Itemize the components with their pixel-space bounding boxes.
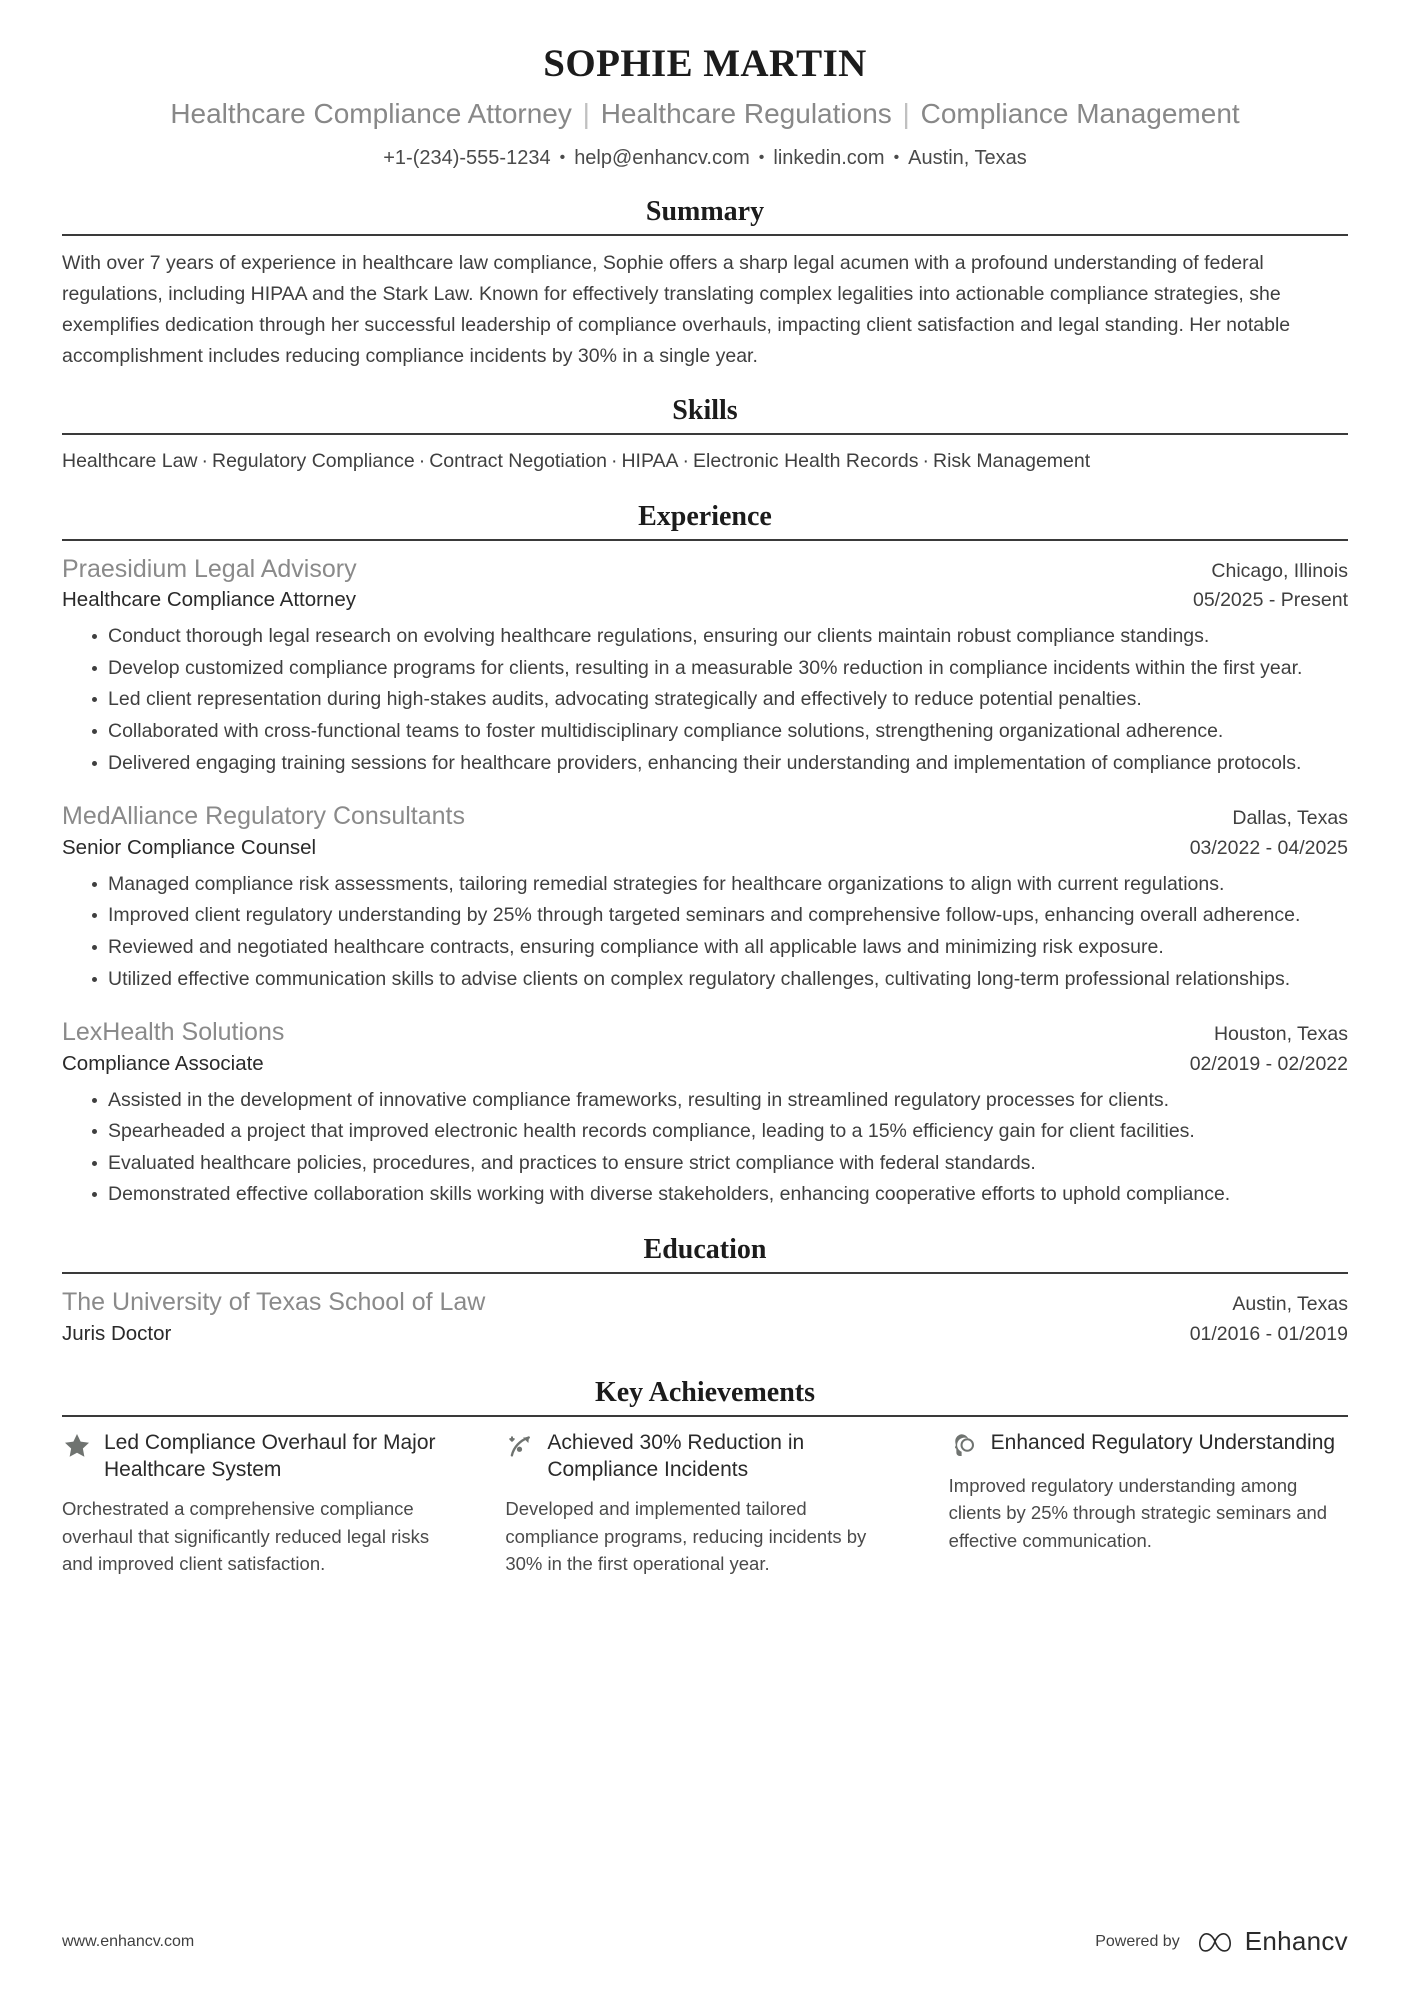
job-dates: 02/2019 - 02/2022 <box>1189 1052 1348 1075</box>
section-divider <box>62 539 1348 541</box>
achievement-header <box>505 1429 904 1484</box>
section-education <box>62 1232 1348 1348</box>
headline-part: Compliance Management <box>920 97 1240 129</box>
experience-entry-top-row <box>62 553 1348 587</box>
experience-entry-second-row <box>62 1050 1348 1079</box>
job-title: Senior Compliance Counsel <box>62 835 317 859</box>
powered-by-label: Powered by <box>1095 1932 1180 1950</box>
footer-branding <box>1095 1926 1348 1957</box>
contact-item[interactable]: linkedin.com <box>773 147 885 170</box>
skill-item: Contract Negotiation <box>429 450 607 473</box>
shooting-star-icon <box>505 1431 535 1461</box>
section-title-experience: Experience <box>638 500 772 532</box>
job-bullet-list <box>62 622 1348 778</box>
education-entry-top-row <box>62 1286 1348 1320</box>
section-divider <box>62 234 1348 236</box>
employer-name: MedAlliance Regulatory Consultants <box>62 802 465 831</box>
achievement-item <box>62 1429 461 1579</box>
school-name: The University of Texas School of Law <box>62 1288 486 1317</box>
job-bullet: Conduct thorough legal research on evolving healthcare regulations, ensuring our clients maintain robust compliance standings. <box>92 622 1348 652</box>
job-bullet-list <box>62 1086 1348 1211</box>
section-title-summary: Summary <box>645 196 765 228</box>
experience-entry <box>62 800 1348 994</box>
degree-name: Juris Doctor <box>62 1321 172 1345</box>
job-bullet: Led client representation during high-stakes audits, advocating strategically and effectively to reduce potential penalties. <box>92 685 1348 715</box>
summary-text: With over 7 years of experience in healthcare law compliance, Sophie offers a sharp legal acumen with a profound understanding of federal regulations, including HIPAA and the Stark Law. Known for effectively translating complex legalities into actionable compliance strategies, she exemplifies dedication through her successful leadership of compliance overhauls, impacting client satisfaction and legal standing. Her notable accomplishment includes reducing compliance incidents by 30% in a single year. <box>62 252 1291 367</box>
experience-entry-top-row <box>62 1016 1348 1050</box>
employer-name: LexHealth Solutions <box>62 1018 285 1047</box>
job-bullet: Reviewed and negotiated healthcare contracts, ensuring compliance with all applicable laws and minimizing risk exposure. <box>92 933 1348 963</box>
job-bullet: Improved client regulatory understanding by 25% through targeted seminars and comprehensive follow-ups, enhancing overall adherence. <box>92 901 1348 931</box>
employer-location: Chicago, Illinois <box>1211 559 1348 582</box>
contact-item[interactable]: Austin, Texas <box>908 147 1027 170</box>
page-footer <box>62 1926 1348 1957</box>
contact-separator-icon: • <box>758 149 765 167</box>
job-title: Compliance Associate <box>62 1051 264 1075</box>
page-title: SOPHIE MARTIN <box>543 42 867 85</box>
experience-entry-top-row <box>62 800 1348 834</box>
section-summary <box>62 194 1348 371</box>
job-bullet: Develop customized compliance programs for clients, resulting in a measurable 30% reduction in compliance incidents within the first year. <box>92 654 1348 684</box>
achievements-grid <box>62 1429 1348 1579</box>
achievement-header <box>62 1429 461 1484</box>
education-entry-second-row <box>62 1320 1348 1349</box>
headline-separator: | <box>574 97 598 129</box>
education-entries <box>62 1286 1348 1348</box>
experience-entry-second-row <box>62 834 1348 863</box>
school-location: Austin, Texas <box>1232 1293 1348 1316</box>
section-title-skills: Skills <box>672 395 738 427</box>
achievement-description: Improved regulatory understanding among clients by 25% through strategic seminars and effective communication. <box>948 1474 1328 1552</box>
section-experience <box>62 499 1348 1210</box>
achievement-title: Achieved 30% Reduction in Compliance Incidents <box>547 1430 805 1482</box>
section-skills <box>62 393 1348 476</box>
resume-header <box>62 30 1348 172</box>
skills-list <box>62 447 1348 476</box>
section-achievements <box>62 1375 1348 1579</box>
job-dates: 03/2022 - 04/2025 <box>1189 836 1348 859</box>
job-bullet-list <box>62 870 1348 995</box>
section-divider <box>62 1272 1348 1274</box>
experience-entry <box>62 1016 1348 1210</box>
skill-item: Risk Management <box>932 450 1091 473</box>
job-bullet: Utilized effective communication skills to advise clients on complex regulatory challenges, cultivating long-term professional relationships. <box>92 965 1348 995</box>
skill-item: Electronic Health Records <box>693 450 919 473</box>
job-bullet: Spearheaded a project that improved electronic health records compliance, leading to a 15% efficiency gain for client facilities. <box>92 1117 1348 1147</box>
degree-dates: 01/2016 - 01/2019 <box>1189 1322 1348 1345</box>
headline-part: Healthcare Compliance Attorney <box>170 97 572 129</box>
skill-separator: · <box>922 450 929 473</box>
experience-entries <box>62 553 1348 1210</box>
skill-item: HIPAA <box>621 450 679 473</box>
enhancv-wordmark: Enhancv <box>1244 1926 1348 1956</box>
contact-item[interactable]: +1-(234)-555-1234 <box>383 147 551 170</box>
job-bullet: Evaluated healthcare policies, procedures, and practices to ensure strict compliance with federal standards. <box>92 1149 1348 1179</box>
job-bullet: Demonstrated effective collaboration skills working with diverse stakeholders, enhancing cooperative efforts to uphold compliance. <box>92 1180 1348 1210</box>
education-entry <box>62 1286 1348 1348</box>
skill-item: Regulatory Compliance <box>212 450 415 473</box>
skill-separator: · <box>682 450 690 473</box>
achievement-header <box>949 1429 1348 1461</box>
section-divider <box>62 1415 1348 1417</box>
achievement-item <box>949 1429 1348 1579</box>
enhancv-mark-icon <box>1194 1929 1236 1955</box>
skill-separator: · <box>418 450 426 473</box>
headline-part: Healthcare Regulations <box>600 97 892 129</box>
skill-separator: · <box>201 450 208 473</box>
job-bullet: Delivered engaging training sessions for healthcare providers, enhancing their understanding and implementation of compliance protocols. <box>92 749 1348 779</box>
achievement-description: Developed and implemented tailored compliance programs, reducing incidents by 30% in the first operational year. <box>505 1497 867 1575</box>
idea-head-icon <box>949 1431 979 1461</box>
job-bullet: Assisted in the development of innovative compliance frameworks, resulting in streamlined regulatory processes for clients. <box>92 1086 1348 1116</box>
headline <box>62 96 1348 132</box>
contact-separator-icon: • <box>559 149 566 167</box>
contact-separator-icon: • <box>893 149 900 167</box>
headline-separator: | <box>894 97 918 129</box>
achievement-title: Enhanced Regulatory Understanding <box>990 1430 1336 1454</box>
job-title: Healthcare Compliance Attorney <box>62 588 356 612</box>
skill-separator: · <box>610 450 618 473</box>
job-bullet: Collaborated with cross-functional teams to foster multidisciplinary compliance solutions, strengthening organizational adherence. <box>92 717 1348 747</box>
footer-website-link[interactable]: www.enhancv.com <box>62 1932 195 1950</box>
contact-line <box>62 144 1348 172</box>
contact-item[interactable]: help@enhancv.com <box>574 147 750 170</box>
experience-entry-second-row <box>62 586 1348 615</box>
section-divider <box>62 433 1348 435</box>
experience-entry <box>62 553 1348 779</box>
job-bullet: Managed compliance risk assessments, tailoring remedial strategies for healthcare organizations to align with current regulations. <box>92 870 1348 900</box>
employer-name: Praesidium Legal Advisory <box>62 554 357 583</box>
employer-location: Houston, Texas <box>1213 1023 1348 1046</box>
star-icon <box>62 1431 92 1461</box>
achievement-title: Led Compliance Overhaul for Major Healthcare System <box>104 1430 436 1482</box>
achievement-description: Orchestrated a comprehensive compliance overhaul that significantly reduced legal risks and improved client satisfaction. <box>62 1497 430 1575</box>
achievement-item <box>505 1429 904 1579</box>
employer-location: Dallas, Texas <box>1232 807 1348 830</box>
enhancv-logo <box>1194 1926 1348 1957</box>
section-title-achievements: Key Achievements <box>594 1376 816 1408</box>
section-title-education: Education <box>643 1234 767 1266</box>
job-dates: 05/2025 - Present <box>1192 589 1348 612</box>
skill-item: Healthcare Law <box>62 450 198 473</box>
